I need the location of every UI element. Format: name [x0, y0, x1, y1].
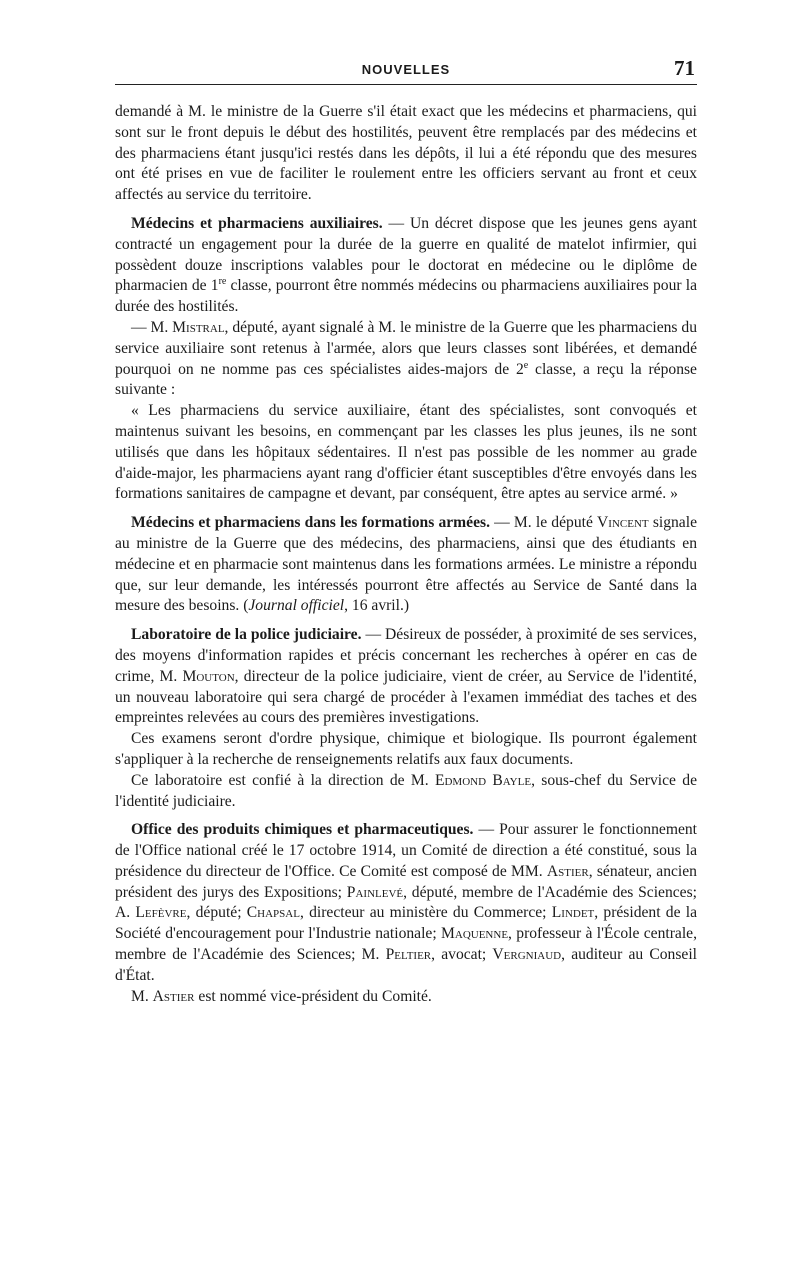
paragraph-mistral — [115, 318, 697, 401]
item-text: signale au ministre de la Guerre que des médecins, des pharmaciens, ainsi que des étudiants en médecine et en pharmacie sont maintenus dans les formations armées. Le ministre a répondu que, sur leur demande, les intéressés pourront être affectés au Service de Santé dans la mesure des besoins. ( — [115, 514, 697, 615]
item-text: , sénateur, ancien président des jurys des Expositions; — [115, 862, 697, 901]
section-title: NOUVELLES — [361, 62, 451, 77]
item-heading: Médecins et pharmaciens auxiliaires. — [131, 214, 383, 232]
item-heading: Office des produits chimiques et pharmaceutiques. — [131, 821, 474, 839]
item-heading: Laboratoire de la police judiciaire. — [131, 626, 362, 644]
person-name: Vincent — [597, 514, 649, 532]
news-item-formations-armees — [115, 513, 697, 617]
running-header — [115, 56, 697, 85]
page-body — [115, 102, 697, 1007]
person-name: Lindet — [551, 904, 595, 922]
item-text: , avocat; — [431, 946, 493, 964]
continued-paragraph — [115, 102, 697, 206]
quoted-response — [115, 401, 697, 505]
item-text: — Un décret dispose que les jeunes gens ayant contracté un engagement pour la durée de la guerre en qualité de matelot infirmier, qui possèdent douze inscriptions valables pour le doctorat en médecine ou le diplôme de pharmacien de 1 — [115, 214, 697, 295]
news-item-office-produits — [115, 820, 697, 986]
item-text: — M. le député — [489, 514, 598, 532]
person-name: Mistral — [172, 318, 225, 336]
page-number: 71 — [674, 56, 695, 80]
paragraph-text: classe, a reçu la réponse suivante : — [115, 360, 697, 399]
person-name: Astier — [546, 862, 589, 880]
item-text: , député; — [186, 904, 247, 922]
item-text: , 16 avril.) — [344, 597, 410, 615]
paragraph-text: est nommé vice-président du Comité. — [194, 987, 432, 1005]
item-text: , directeur au ministère du Commerce; — [299, 904, 552, 922]
paragraph-text: demandé à M. le ministre de la Guerre s'il était exact que les médecins et pharmaciens, qui sont sur le front depuis le début des hostilités, peuvent être remplacés par des médecins et des pharmaciens étant jusqu'ici restés dans les dépôts, il lui a été répondu que des mesures ont été prises en vue de faciliter le roulement entre les officiers servant au front et ceux affectés au service du territoire. — [115, 103, 697, 204]
item-heading: Médecins et pharmaciens dans les formations armées. — [131, 514, 490, 532]
person-name: Astier — [152, 987, 195, 1005]
item-text: classe, pourront être nommés médecins ou pharmaciens auxiliaires pour la durée des hostilités. — [115, 277, 697, 316]
superscript: re — [218, 276, 227, 288]
quote-text: « Les pharmaciens du service auxiliaire, étant des spécialistes, sont convoqués et maintenus suivant les besoins, en commençant par les classes les plus jeunes, ils ne sont utilisés que dans les hôpitaux sédentaires. Il n'est pas possible de les nommer au grade d'aide-major, les pharmaciens ayant rang d'officier étant susceptibles d'être envoyés dans les formations sanitaires de campagne et devant, par conséquent, être aptes au service armé. » — [115, 402, 697, 503]
journal-title: Journal officiel — [248, 597, 345, 615]
person-name: Painlevé — [346, 883, 404, 901]
paragraph-direction — [115, 771, 697, 813]
paragraph-text: Ce laboratoire est confié à la direction de M. — [131, 771, 435, 789]
news-item-medecins-auxiliaires — [115, 214, 697, 318]
person-name: Maquenne — [441, 925, 509, 943]
item-text: , professeur à l'École centrale, membre de l'Académie des Sciences; M. — [115, 925, 697, 964]
person-name: Mouton — [182, 667, 235, 685]
paragraph-examens — [115, 729, 697, 771]
person-name: Chapsal — [246, 904, 300, 922]
paragraph-vice-president — [115, 987, 697, 1008]
item-text: — Désireux de posséder, à proximité de ses services, des moyens d'information rapides et précis concernant les recherches à opérer en cas de crime, M. — [115, 626, 698, 685]
superscript: e — [523, 359, 529, 371]
paragraph-text: M. — [131, 987, 153, 1005]
news-item-laboratoire — [115, 625, 697, 729]
paragraph-text: — M. — [131, 318, 173, 336]
paragraph-text: Ces examens seront d'ordre physique, chimique et biologique. Ils pourront également s'appliquer à la recherche de renseignements relatifs aux faux documents. — [115, 730, 697, 768]
item-text: , député, membre de l'Académie des Sciences; A. — [115, 883, 697, 922]
person-name: Edmond Bayle — [434, 771, 532, 789]
item-text: , directeur de la police judiciaire, vient de créer, au Service de l'identité, un nouveau laboratoire qui sera chargé de procéder à l'examen immédiat des taches et des empreintes relevées au cours des premières investigations. — [115, 667, 697, 727]
person-name: Vergniaud — [492, 946, 562, 964]
person-name: Peltier — [385, 946, 432, 964]
paragraph-text: , sous-chef du Service de l'identité judiciaire. — [115, 771, 697, 810]
person-name: Lefèvre — [135, 904, 187, 922]
item-text: , auditeur au Conseil d'État. — [115, 946, 697, 984]
item-text: , président de la Société d'encouragement pour l'Industrie nationale; — [115, 904, 697, 943]
item-text: — Pour assurer le fonctionnement de l'Office national créé le 17 octobre 1914, un Comité de direction a été constitué, sous la présidence du directeur de l'Office. Ce Comité est composé de MM. — [115, 821, 698, 880]
paragraph-text: , député, ayant signalé à M. le ministre de la Guerre que les pharmaciens du service auxiliaire sont retenus à l'armée, alors que leurs classes sont libérées, et demandé pourquoi on ne nomme pas ces spécialistes aides-majors de 2 — [115, 318, 697, 378]
